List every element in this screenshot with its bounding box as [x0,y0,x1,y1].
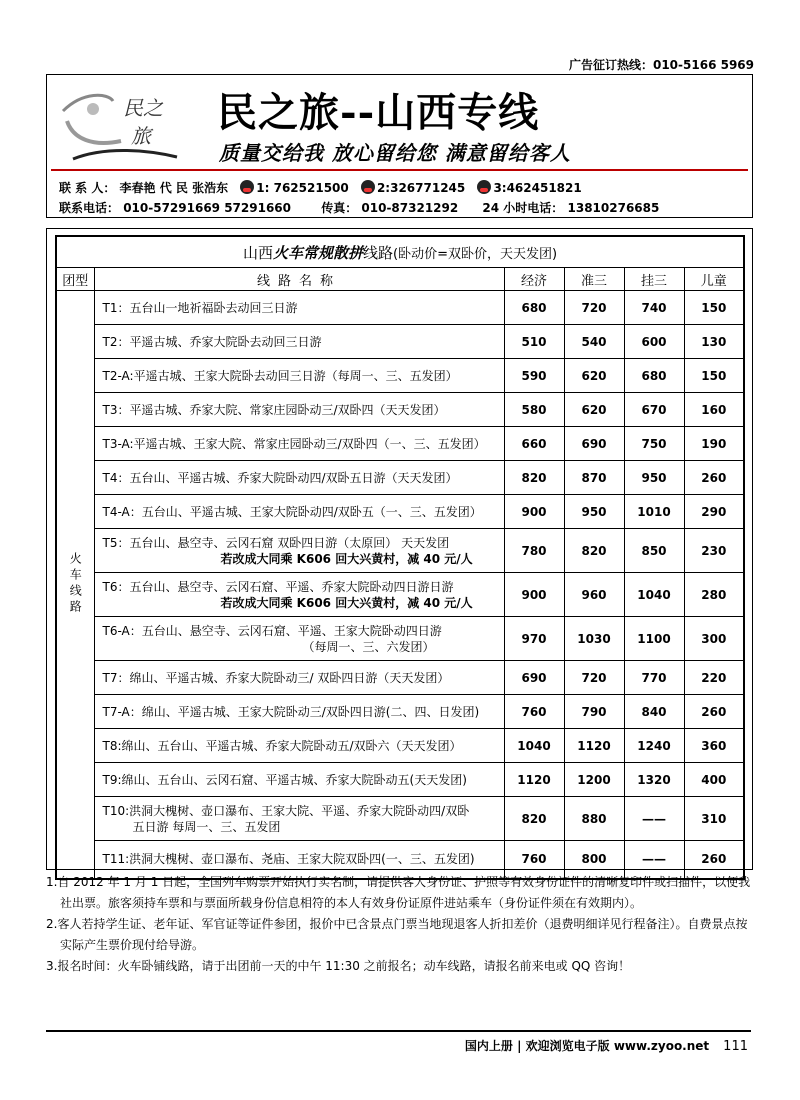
route-line1: T7：绵山、平遥古城、乔家大院卧动三/ 双卧四日游（天天发团） [102,670,450,685]
price-p2: 720 [564,661,624,695]
route-line1: T6-A：五台山、悬空寺、云冈石窟、平遥、王家大院卧动四日游 [102,623,442,638]
price-p4: 310 [684,797,744,841]
table-row [56,291,744,325]
qq-penguin-icon [240,180,254,194]
page-number: 111 [723,1039,748,1054]
price-p4: 280 [684,573,744,617]
svg-text:旅: 旅 [131,124,151,148]
price-p4: 260 [684,841,744,879]
price-p4: 220 [684,661,744,695]
price-p4: 260 [684,695,744,729]
route-name [94,797,504,841]
route-rows [56,291,744,879]
footer-text: 国内上册 | 欢迎浏览电子版 www.zyoo.net [464,1039,710,1053]
contact-label: 联 系 人： [59,181,116,195]
route-line1: T4-A：五台山、平遥古城、王家大院卧动四/双卧五（一、三、五发团） [102,504,482,519]
route-line2: 若改成大同乘 K606 回大兴黄村，减 40 元/人 [220,595,473,610]
price-p3: 840 [624,695,684,729]
route-name [94,529,504,573]
price-p1: 820 [504,461,564,495]
route-line1: T8:绵山、五台山、平遥古城、乔家大院卧动五/双卧六（天天发团） [102,738,462,753]
price-p4: 360 [684,729,744,763]
price-p2: 950 [564,495,624,529]
price-p4: 300 [684,617,744,661]
price-p3: 1240 [624,729,684,763]
price-p1: 1120 [504,763,564,797]
page-title: 民之旅--山西专线 [217,89,540,136]
contact-names: 李春艳 代 民 张浩东 [119,181,229,195]
caption-suffix: 线路 [363,243,394,262]
notes [46,872,751,977]
price-p3: 750 [624,427,684,461]
route-line1: T7-A：绵山、平遥古城、王家大院卧动三/双卧四日游(二、四、日发团) [102,704,480,719]
table-row [56,729,744,763]
price-p3: 1010 [624,495,684,529]
price-p1: 510 [504,325,564,359]
route-table-frame [46,228,753,870]
route-line1: T6：五台山、悬空寺、云冈石窟、平遥、乔家大院卧动四日游日游 [102,579,454,594]
route-line1: T1：五台山一地祈福卧去动回三日游 [102,300,298,315]
qq1: 1: 762521500 [256,181,349,195]
price-p1: 690 [504,661,564,695]
table-row [56,325,744,359]
table-header-row [56,268,744,291]
table-row [56,617,744,661]
phone-label: 联系电话： [59,201,120,215]
fax-number: 010-87321292 [361,201,459,215]
price-p2: 620 [564,359,624,393]
route-name [94,359,504,393]
price-p1: 970 [504,617,564,661]
header-hang3: 挂三 [624,268,684,291]
header-economy: 经济 [504,268,564,291]
route-name [94,729,504,763]
table-row [56,393,744,427]
phone-numbers: 010-57291669 57291660 [123,201,292,215]
price-p3: 770 [624,661,684,695]
price-p1: 760 [504,695,564,729]
footer-rule [46,1030,751,1032]
price-p1: 590 [504,359,564,393]
price-p3: 600 [624,325,684,359]
hotline-24h: 13810276685 [567,201,660,215]
price-p3: 950 [624,461,684,495]
route-line1: T10:洪洞大槐树、壶口瀑布、王家大院、平遥、乔家大院卧动四/双卧 [102,803,470,818]
route-line2: 五日游 每周一、三、五发团 [132,819,281,834]
price-p3: —— [624,797,684,841]
price-p3: —— [624,841,684,879]
qq-penguin-icon [361,180,375,194]
table-row [56,695,744,729]
route-name [94,461,504,495]
route-line1: T9:绵山、五台山、云冈石窟、平遥古城、乔家大院卧动五(天天发团) [102,772,467,787]
route-line1: T11:洪洞大槐树、壶口瀑布、尧庙、王家大院双卧四(一、三、五发团) [102,852,475,867]
note-item: 3.报名时间：火车卧铺线路，请于出团前一天的中午 11:30 之前报名；动车线路，请报名前来电或 QQ 咨询！ [46,959,631,973]
header-quasi3: 准三 [564,268,624,291]
price-p1: 580 [504,393,564,427]
header-group: 团型 [56,268,94,291]
table-row [56,573,744,617]
price-p3: 1320 [624,763,684,797]
price-p3: 1100 [624,617,684,661]
route-line1: T4：五台山、平遥古城、乔家大院卧动四/双卧五日游（天天发团） [102,470,458,485]
table-row [56,763,744,797]
agency-header [46,74,753,218]
route-line1: T5：五台山、悬空寺、云冈石窟 双卧四日游（太原回） 天天发团 [102,535,450,550]
caption-bold: 火车常规散拼 [273,243,364,262]
route-line1: T2：平遥古城、乔家大院卧去动回三日游 [102,334,322,349]
price-p4: 260 [684,461,744,495]
price-p1: 660 [504,427,564,461]
price-p1: 900 [504,573,564,617]
price-p2: 790 [564,695,624,729]
qq2: 2:326771245 [376,181,466,195]
price-p2: 1200 [564,763,624,797]
note-item: 2.客人若持学生证、老年证、军官证等证件参团，报价中已含景点门票当地现退客人折扣差价（退费明细详见行程备注）。自费景点按实际产生票价现付给导游。 [46,917,748,952]
price-p3: 1040 [624,573,684,617]
route-name [94,661,504,695]
price-p2: 1120 [564,729,624,763]
caption-prefix: 山西 [242,243,273,262]
table-row [56,461,744,495]
price-p1: 900 [504,495,564,529]
phone-line [59,199,659,216]
price-p1: 1040 [504,729,564,763]
price-p4: 190 [684,427,744,461]
route-line2: （每周一、三、六发团） [302,639,435,654]
contact-line [59,179,582,196]
footer [465,1037,748,1054]
table-row [56,359,744,393]
price-p3: 670 [624,393,684,427]
price-p3: 680 [624,359,684,393]
price-p2: 1030 [564,617,624,661]
svg-text:民之: 民之 [123,96,163,120]
fax-label: 传真： [321,201,358,215]
qq3: 3:462451821 [493,181,582,195]
price-p1: 780 [504,529,564,573]
route-name [94,617,504,661]
ad-hotline: 广告征订热线：010-5166 5969 [568,58,754,72]
route-name [94,573,504,617]
table-caption [56,236,744,268]
route-name [94,325,504,359]
route-name [94,291,504,325]
price-p3: 850 [624,529,684,573]
table-row [56,661,744,695]
route-name [94,763,504,797]
note-item: 1.自 2012 年 1 月 1 日起，全国列车购票开始执行实名制，请提供客人身份证、护照等有效身份证件的清晰复印件或扫描件，以便我社出票。旅客须持车票和与票面所载身份信息相符的本人有效身份证原件进站乘车（身份证件须在有效期内）。 [46,875,751,910]
price-p4: 130 [684,325,744,359]
price-p4: 290 [684,495,744,529]
price-p2: 820 [564,529,624,573]
price-p1: 820 [504,797,564,841]
price-p4: 400 [684,763,744,797]
divider [51,169,748,171]
price-p1: 760 [504,841,564,879]
table-row [56,797,744,841]
price-p4: 150 [684,359,744,393]
price-p2: 620 [564,393,624,427]
price-p2: 880 [564,797,624,841]
route-line1: T3-A:平遥古城、王家大院、常家庄园卧动三/双卧四（一、三、五发团） [102,436,486,451]
route-name [94,495,504,529]
table-row [56,427,744,461]
price-p2: 720 [564,291,624,325]
group-label: 火车线路 [56,291,94,879]
route-line1: T2-A:平遥古城、王家大院卧去动回三日游（每周一、三、五发团） [102,368,458,383]
header-child: 儿童 [684,268,744,291]
route-line1: T3：平遥古城、乔家大院、常家庄园卧动三/双卧四（天天发团） [102,402,446,417]
price-p4: 160 [684,393,744,427]
price-p2: 540 [564,325,624,359]
price-p4: 230 [684,529,744,573]
price-p2: 800 [564,841,624,879]
table-row [56,529,744,573]
price-p3: 740 [624,291,684,325]
header-route-name: 线路名称 [94,268,504,291]
price-p4: 150 [684,291,744,325]
qq-penguin-icon [477,180,491,194]
route-name [94,427,504,461]
route-price-table [55,235,745,880]
route-line2: 若改成大同乘 K606 回大兴黄村，减 40 元/人 [220,551,473,566]
price-p2: 690 [564,427,624,461]
caption-note: (卧动价=双卧价，天天发团) [393,246,558,262]
route-name [94,393,504,427]
table-row [56,495,744,529]
hotline-24h-label: 24 小时电话： [482,201,564,215]
slogan: 质量交给我 放心留给您 满意留给客人 [219,141,571,165]
price-p2: 870 [564,461,624,495]
price-p1: 680 [504,291,564,325]
agency-logo [53,81,183,167]
price-p2: 960 [564,573,624,617]
route-name [94,695,504,729]
